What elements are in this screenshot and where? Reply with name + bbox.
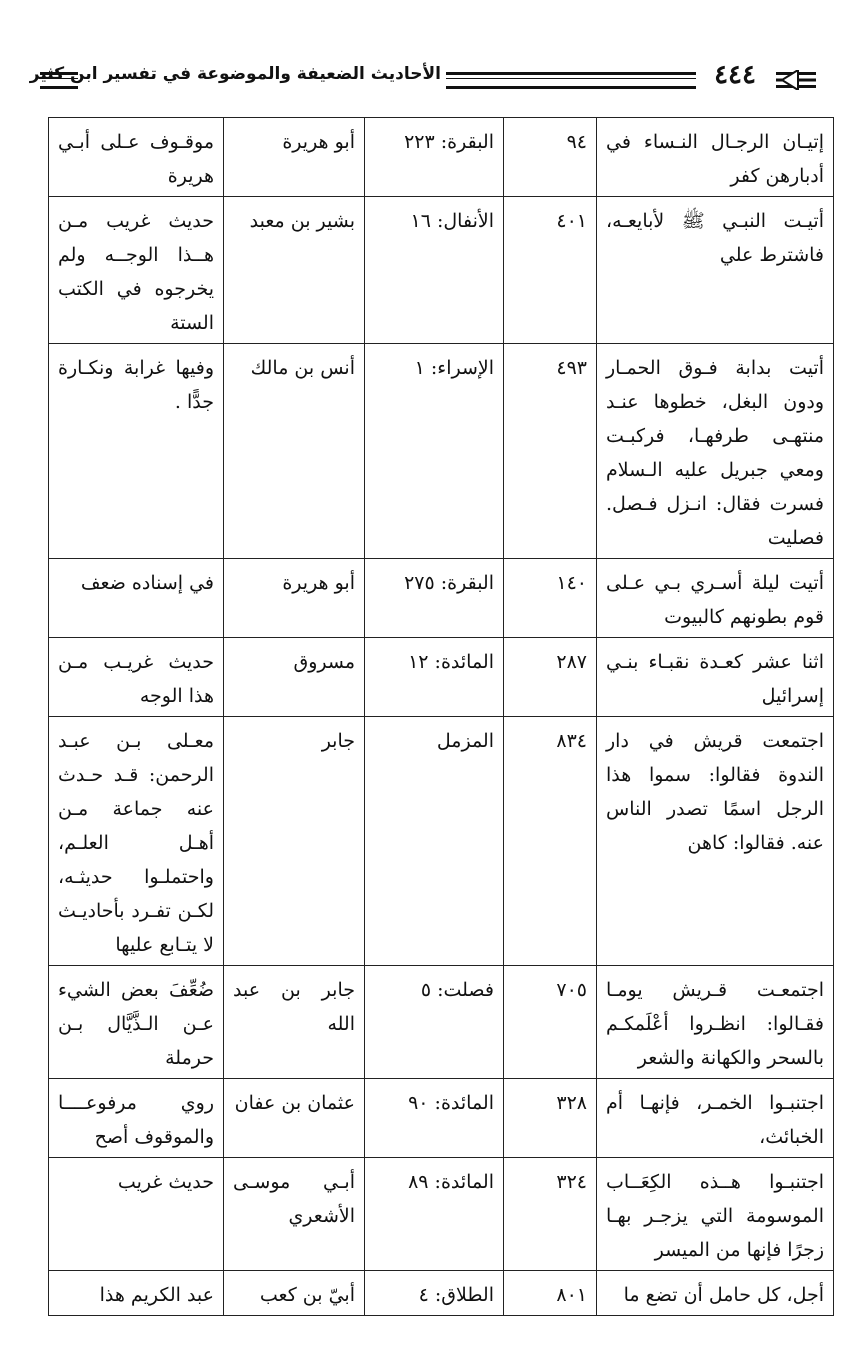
narrator-cell: مسروق [224, 638, 365, 717]
hadith-number-cell: ٣٢٨ [504, 1079, 597, 1158]
hadith-text-cell: اجتنبـوا الخمـر، فإنهـا أم الخبائث، [597, 1079, 834, 1158]
table-row [49, 344, 834, 559]
table-row [49, 638, 834, 717]
table-row [49, 1079, 834, 1158]
narrator-cell: عثمان بن عفان [224, 1079, 365, 1158]
narrator-cell: أبـي موسـى الأشعري [224, 1158, 365, 1271]
grading-cell: معـلى بـن عبـد الرحمن: قـد حـدث عنه جماعة مـن أهـل العلـم، واحتملـوا حديثـه، لكـن تفـرد بأحاديـث لا يتـابع عليها [49, 717, 224, 966]
hadith-number-cell: ٧٠٥ [504, 966, 597, 1079]
hadith-number-cell: ٨٣٤ [504, 717, 597, 966]
narrator-cell: أنس بن مالك [224, 344, 365, 559]
table-row [49, 559, 834, 638]
grading-cell: روي مرفوعــــا والموقوف أصح [49, 1079, 224, 1158]
surah-ayah-cell: المزمل [365, 717, 504, 966]
grading-cell: عبد الكريم هذا [49, 1271, 224, 1316]
surah-ayah-cell: البقرة: ٢٢٣ [365, 118, 504, 197]
table-row [49, 1158, 834, 1271]
narrator-cell: أبيّ بن كعب [224, 1271, 365, 1316]
hadith-text-cell: أتيت بدابة فـوق الحمـار ودون البغل، خطوها عنـد منتهـى طرفهـا، فركبـت ومعي جبريل عليه الـسلام فسرت فقال: انـزل فـصل. فصليت [597, 344, 834, 559]
hadith-table [48, 117, 834, 1316]
grading-cell: موقـوف عـلى أبـي هريرة [49, 118, 224, 197]
grading-cell: حديث غريـب مـن هذا الوجه [49, 638, 224, 717]
hadith-number-cell: ١٤٠ [504, 559, 597, 638]
table-row [49, 1271, 834, 1316]
hadith-text-cell: اثنا عشر كعـدة نقبـاء بنـي إسرائيل [597, 638, 834, 717]
hadith-text-cell: إتيـان الرجـال النـساء في أدبارهن كفر [597, 118, 834, 197]
narrator-cell: أبو هريرة [224, 559, 365, 638]
hadith-number-cell: ٤٩٣ [504, 344, 597, 559]
grading-cell: حديث غريب مـن هــذا الوجــه ولم يخرجوه في الكتب الستة [49, 197, 224, 344]
table-row [49, 197, 834, 344]
hadith-text-cell: اجتنبـوا هــذه الكِعَــاب الموسومة التي يزجـر بهـا زجرًا فإنها من الميسر [597, 1158, 834, 1271]
hadith-number-cell: ٤٠١ [504, 197, 597, 344]
surah-ayah-cell: المائدة: ٨٩ [365, 1158, 504, 1271]
hadith-number-cell: ٣٢٤ [504, 1158, 597, 1271]
surah-ayah-cell: الإسراء: ١ [365, 344, 504, 559]
narrator-cell: جابر بن عبد الله [224, 966, 365, 1079]
header-rule [446, 72, 696, 89]
table-row [49, 118, 834, 197]
hadith-text-cell: اجتمعت قريش في دار الندوة فقالوا: سموا هذا الرجل اسمًا تصدر الناس عنه. فقالوا: كاهن [597, 717, 834, 966]
hadith-number-cell: ٢٨٧ [504, 638, 597, 717]
hadith-number-cell: ٩٤ [504, 118, 597, 197]
hadith-number-cell: ٨٠١ [504, 1271, 597, 1316]
surah-ayah-cell: المائدة: ١٢ [365, 638, 504, 717]
surah-ayah-cell: المائدة: ٩٠ [365, 1079, 504, 1158]
surah-ayah-cell: فصلت: ٥ [365, 966, 504, 1079]
header-rule-left [40, 72, 78, 89]
hadith-text-cell: أجل، كل حامل أن تضع ما [597, 1271, 834, 1316]
surah-ayah-cell: الأنفال: ١٦ [365, 197, 504, 344]
table-row [49, 966, 834, 1079]
surah-ayah-cell: البقرة: ٢٧٥ [365, 559, 504, 638]
grading-cell: في إسناده ضعف [49, 559, 224, 638]
surah-ayah-cell: الطلاق: ٤ [365, 1271, 504, 1316]
grading-cell: وفيها غرابة ونكـارة جدًّا . [49, 344, 224, 559]
hadith-text-cell: أتيـت النبـي ﷺ لأبايعـه، فاشترط علي [597, 197, 834, 344]
narrator-cell: أبو هريرة [224, 118, 365, 197]
grading-cell: ضُعِّفَ بعض الشيء عـن الـذَّيَّال بـن حرملة [49, 966, 224, 1079]
running-header [29, 60, 816, 98]
narrator-cell: بشير بن معبد [224, 197, 365, 344]
header-ornament-arrow-icon [776, 70, 816, 90]
hadith-text-cell: أتيت ليلة أسـري بـي عـلى قوم بطونهم كالبيوت [597, 559, 834, 638]
table-row [49, 717, 834, 966]
narrator-cell: جابر [224, 717, 365, 966]
hadith-text-cell: اجتمعـت قـريش يومـا فقـالوا: انظـروا أعْلَمكـم بالسحر والكهانة والشعر [597, 966, 834, 1079]
running-title: الأحاديث الضعيفة والموضوعة في تفسير ابن كثير [29, 64, 441, 84]
grading-cell: حديث غريب [49, 1158, 224, 1271]
page-number: ٤٤٤ [714, 60, 756, 90]
